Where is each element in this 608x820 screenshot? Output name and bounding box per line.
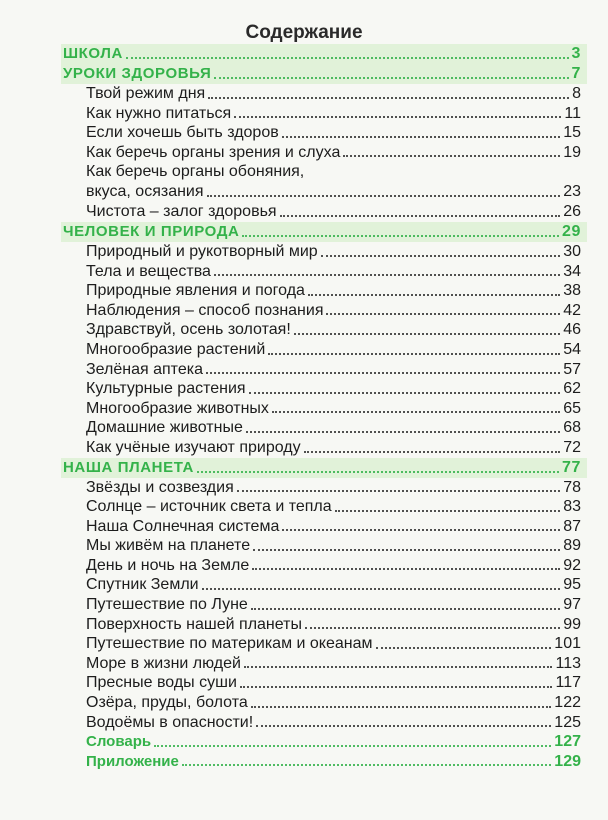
dot-leader [244, 665, 553, 668]
dot-leader [304, 450, 561, 453]
toc-entry-label: Как учёные изучают природу [86, 438, 301, 456]
toc-entry-label: Природный и рукотворный мир [86, 242, 318, 260]
dot-leader [282, 135, 560, 138]
toc-section[interactable] [61, 44, 587, 64]
toc-entry-label: Пресные воды суши [86, 674, 237, 692]
dot-leader [214, 273, 560, 276]
toc-page-number: 11 [564, 104, 581, 122]
toc-page-number: 92 [563, 556, 581, 574]
toc-page-number: 97 [563, 596, 581, 614]
toc-page-number: 117 [555, 674, 581, 692]
toc-entry[interactable] [63, 84, 581, 104]
toc-entry-label: Природные явления и погода [86, 282, 305, 300]
toc-entry-label: Зелёная аптека [86, 360, 203, 378]
toc-entry[interactable] [63, 123, 581, 143]
dot-leader [253, 548, 560, 551]
toc-entry[interactable] [63, 143, 581, 163]
toc-page-number: 78 [563, 478, 581, 496]
dot-leader [282, 528, 560, 531]
toc-entry[interactable] [63, 162, 581, 202]
toc-entry-label: Чистота – залог здоровья [86, 203, 277, 221]
toc-entry-label: Солнце – источник света и тепла [86, 498, 332, 516]
toc-page-number: 77 [562, 458, 581, 476]
dot-leader [268, 352, 560, 355]
dot-leader [240, 685, 553, 688]
toc-entry[interactable] [63, 673, 581, 693]
toc-entry[interactable] [63, 438, 581, 458]
toc-entry-label: Как нужно питаться [86, 104, 232, 122]
toc-page-number: 15 [563, 124, 581, 142]
dot-leader [214, 76, 568, 79]
toc-entry-label-line2: вкуса, осязания [86, 183, 204, 201]
toc-entry[interactable] [63, 595, 581, 615]
toc-entry[interactable] [63, 478, 581, 498]
table-of-contents [63, 44, 581, 771]
toc-entry-label: Наша Солнечная система [86, 517, 280, 535]
toc-entry[interactable] [63, 634, 581, 654]
toc-page-number: 23 [563, 183, 581, 201]
toc-entry-label: День и ночь на Земле [86, 556, 250, 574]
dot-leader [242, 234, 559, 237]
toc-entry-label: Тела и вещества [86, 262, 211, 280]
dot-leader [246, 430, 560, 433]
dot-leader [197, 470, 559, 473]
toc-entry[interactable] [63, 497, 581, 517]
toc-entry-label: Путешествие по Луне [86, 596, 248, 614]
toc-page-number: 62 [563, 380, 581, 398]
toc-page-number: 83 [563, 498, 581, 516]
dot-leader [126, 56, 569, 59]
toc-entry[interactable] [63, 360, 581, 380]
toc-entry-label: Культурные растения [86, 380, 246, 398]
dot-leader [294, 332, 560, 335]
toc-page-number: 129 [554, 752, 581, 770]
toc-appendix[interactable] [63, 732, 581, 752]
dot-leader [234, 115, 561, 118]
toc-section[interactable] [61, 458, 587, 478]
dot-leader [202, 587, 561, 590]
dot-leader [321, 254, 561, 257]
toc-entry-label: Многообразие растений [86, 340, 266, 358]
toc-page-number: 19 [563, 143, 581, 161]
dot-leader [206, 371, 560, 374]
dot-leader [343, 154, 560, 157]
dot-leader [256, 724, 551, 727]
toc-page-number: 7 [571, 65, 581, 82]
toc-entry-label: Здравствуй, осень золотая! [86, 321, 291, 339]
toc-page-number: 34 [563, 262, 581, 280]
toc-entry[interactable] [63, 281, 581, 301]
toc-section[interactable] [61, 64, 587, 84]
page-title: Содержание [245, 22, 363, 43]
toc-entry-label: Море в жизни людей [86, 654, 241, 672]
toc-entry-label: Если хочешь быть здоров [86, 124, 279, 142]
toc-page-number: 46 [563, 321, 581, 339]
toc-entry[interactable] [63, 202, 581, 222]
toc-page-number: 95 [563, 576, 581, 594]
toc-page-number: 8 [572, 85, 581, 102]
toc-section[interactable] [61, 222, 587, 242]
dot-leader [280, 214, 561, 217]
toc-page-number: 113 [555, 654, 581, 672]
toc-entry-label: Мы живём на планете [86, 537, 251, 555]
toc-page-number: 99 [563, 615, 581, 633]
dot-leader [251, 607, 560, 610]
toc-page-number: 26 [563, 203, 581, 221]
toc-page-number: 54 [563, 340, 581, 358]
toc-entry[interactable] [63, 615, 581, 635]
toc-entry[interactable] [63, 418, 581, 438]
toc-entry-label: Звёзды и созвездия [86, 478, 234, 496]
dot-leader [305, 626, 560, 629]
dot-leader [326, 312, 560, 315]
dot-leader [208, 96, 569, 99]
toc-page-number: 68 [563, 419, 581, 437]
dot-leader [308, 293, 560, 296]
toc-entry-label: Как беречь органы зрения и слуха [86, 143, 341, 161]
toc-entry-label: Твой режим дня [86, 85, 206, 102]
dot-leader [335, 509, 561, 512]
dot-leader [237, 489, 560, 492]
toc-entry[interactable] [63, 654, 581, 674]
toc-entry-label: Наблюдения – способ познания [86, 301, 324, 319]
toc-page-number: 89 [563, 537, 581, 555]
toc-entry-label: Приложение [86, 752, 179, 770]
toc-entry[interactable] [63, 713, 581, 733]
toc-page-number: 29 [562, 222, 581, 240]
toc-entry-label: Спутник Земли [86, 576, 199, 594]
toc-page-number: 38 [563, 282, 581, 300]
toc-entry-label-line1: Как беречь органы обоняния, [86, 163, 305, 181]
toc-entry[interactable] [63, 340, 581, 360]
toc-entry-label: Путешествие по материкам и океанам [86, 635, 373, 653]
toc-entry[interactable] [63, 693, 581, 713]
dot-leader [251, 705, 552, 708]
toc-entry-line2 [86, 182, 581, 202]
dot-leader [154, 744, 551, 747]
toc-page-number: 30 [563, 242, 581, 260]
toc-page-number: 125 [554, 713, 581, 731]
toc-page-number: 72 [563, 438, 581, 456]
dot-leader [182, 763, 551, 766]
dot-leader [249, 391, 561, 394]
toc-entry-label: Словарь [86, 733, 152, 751]
toc-entry[interactable] [63, 536, 581, 556]
toc-entry[interactable] [63, 104, 581, 124]
toc-entry[interactable] [63, 556, 581, 576]
toc-entry-label: Многообразие животных [86, 399, 269, 417]
toc-page-number: 87 [563, 517, 581, 535]
toc-page-number: 42 [563, 301, 581, 319]
toc-entry-label: Водоёмы в опасности! [86, 713, 254, 731]
toc-entry[interactable] [63, 320, 581, 340]
dot-leader [252, 567, 560, 570]
toc-entry-label: Поверхность нашей планеты [86, 615, 302, 633]
dot-leader [376, 646, 552, 649]
toc-entry[interactable] [63, 575, 581, 595]
toc-entry[interactable] [63, 517, 581, 537]
toc-appendix[interactable] [63, 752, 581, 772]
toc-entry-label: Домашние животные [86, 419, 243, 437]
toc-page-number: 101 [554, 635, 581, 653]
toc-entry-label: ЧЕЛОВЕК И ПРИРОДА [63, 222, 240, 240]
toc-entry[interactable] [63, 242, 581, 262]
toc-page-number: 3 [571, 45, 581, 62]
toc-entry-label: НАША ПЛАНЕТА [63, 458, 194, 476]
toc-page-number: 65 [563, 399, 581, 417]
toc-entry-label: ШКОЛА [63, 45, 123, 62]
toc-entry[interactable] [63, 379, 581, 399]
dot-leader [207, 194, 561, 197]
toc-page-number: 127 [554, 733, 581, 751]
toc-page-number: 57 [563, 360, 581, 378]
dot-leader [272, 410, 560, 413]
toc-entry[interactable] [63, 399, 581, 419]
toc-entry-label: УРОКИ ЗДОРОВЬЯ [63, 65, 212, 82]
toc-entry[interactable] [63, 262, 581, 282]
toc-entry[interactable] [63, 301, 581, 321]
toc-entry-label: Озёра, пруды, болота [86, 694, 248, 712]
toc-page-number: 122 [554, 694, 581, 712]
